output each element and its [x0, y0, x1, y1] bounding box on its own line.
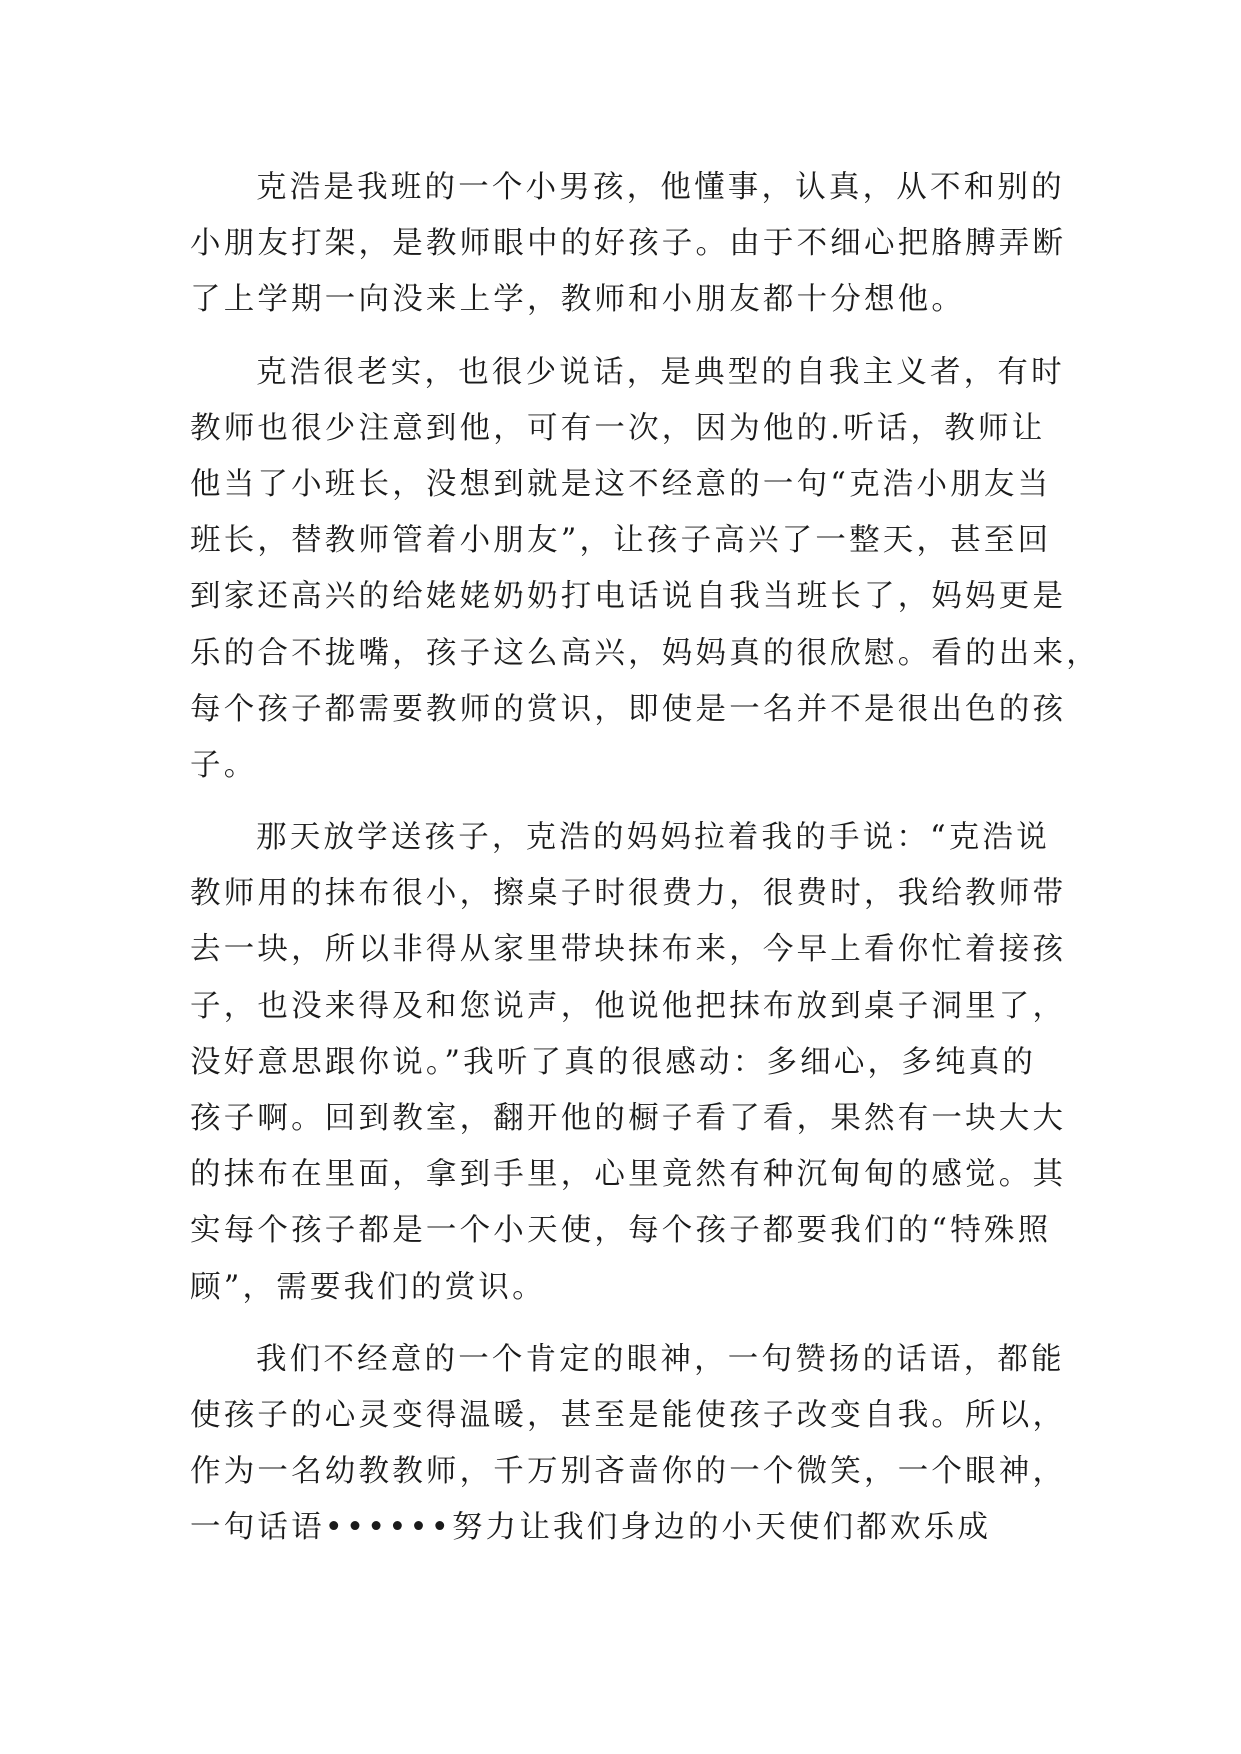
text-line: 实每个孩子都是一个小天使，每个孩子都要我们的“特殊照: [190, 1213, 1052, 1249]
paragraph-4: [190, 1332, 1067, 1557]
paragraph-2: [190, 345, 1100, 795]
text-line: 作为一名幼教教师，千万别吝啬你的一个微笑，一个眼神，: [190, 1454, 1067, 1490]
text-line: 乐的合不拢嘴，孩子这么高兴，妈妈真的很欣慰。看的出来，: [190, 635, 1100, 671]
text-line: 的抹布在里面，拿到手里，心里竟然有种沉甸甸的感觉。其: [190, 1157, 1067, 1193]
text-line: 顾”，需要我们的赏识。: [190, 1269, 546, 1305]
text-line: 教师用的抹布很小，擦桌子时很费力，很费时，我给教师带: [190, 876, 1067, 912]
text-line: 一句话语••••••努力让我们身边的小天使们都欢乐成: [190, 1510, 992, 1546]
text-line: 我们不经意的一个肯定的眼神，一句赞扬的话语，都能: [256, 1341, 1065, 1377]
text-line: 去一块，所以非得从家里带块抹布来，今早上看你忙着接孩: [190, 932, 1067, 968]
text-line: 使孩子的心灵变得温暖，甚至是能使孩子改变自我。所以，: [190, 1397, 1067, 1433]
text-line: 了上学期一向没来上学，教师和小朋友都十分想他。: [190, 282, 966, 318]
text-line: 没好意思跟你说。”我听了真的很感动：多细心，多纯真的: [190, 1044, 1037, 1080]
text-line: 他当了小班长，没想到就是这不经意的一句“克浩小朋友当: [190, 466, 1052, 502]
text-line: 子。: [190, 747, 258, 783]
text-line: 班长，替教师管着小朋友”，让孩子高兴了一整天，甚至回: [190, 523, 1052, 559]
text-line: 那天放学送孩子，克浩的妈妈拉着我的手说：“克浩说: [256, 820, 1050, 856]
text-line: 子，也没来得及和您说声，他说他把抹布放到桌子洞里了，: [190, 988, 1067, 1024]
text-line: 克浩是我班的一个小男孩，他懂事，认真，从不和别的: [256, 170, 1065, 205]
text-line: 到家还高兴的给姥姥奶奶打电话说自我当班长了，妈妈更是: [190, 579, 1067, 615]
paragraph-1: [190, 160, 1067, 329]
text-line: 每个孩子都需要教师的赏识，即使是一名并不是很出色的孩: [190, 691, 1067, 727]
text-line: 克浩很老实，也很少说话，是典型的自我主义者，有时: [256, 354, 1065, 390]
text-line: 小朋友打架，是教师眼中的好孩子。由于不细心把胳膊弄断: [190, 226, 1067, 262]
paragraph-3: [190, 810, 1067, 1316]
text-line: 孩子啊。回到教室，翻开他的橱子看了看，果然有一块大大: [190, 1101, 1067, 1136]
body-text: [190, 160, 1100, 1557]
text-line: 教师也很少注意到他，可有一次，因为他的.听话，教师让: [190, 410, 1046, 446]
